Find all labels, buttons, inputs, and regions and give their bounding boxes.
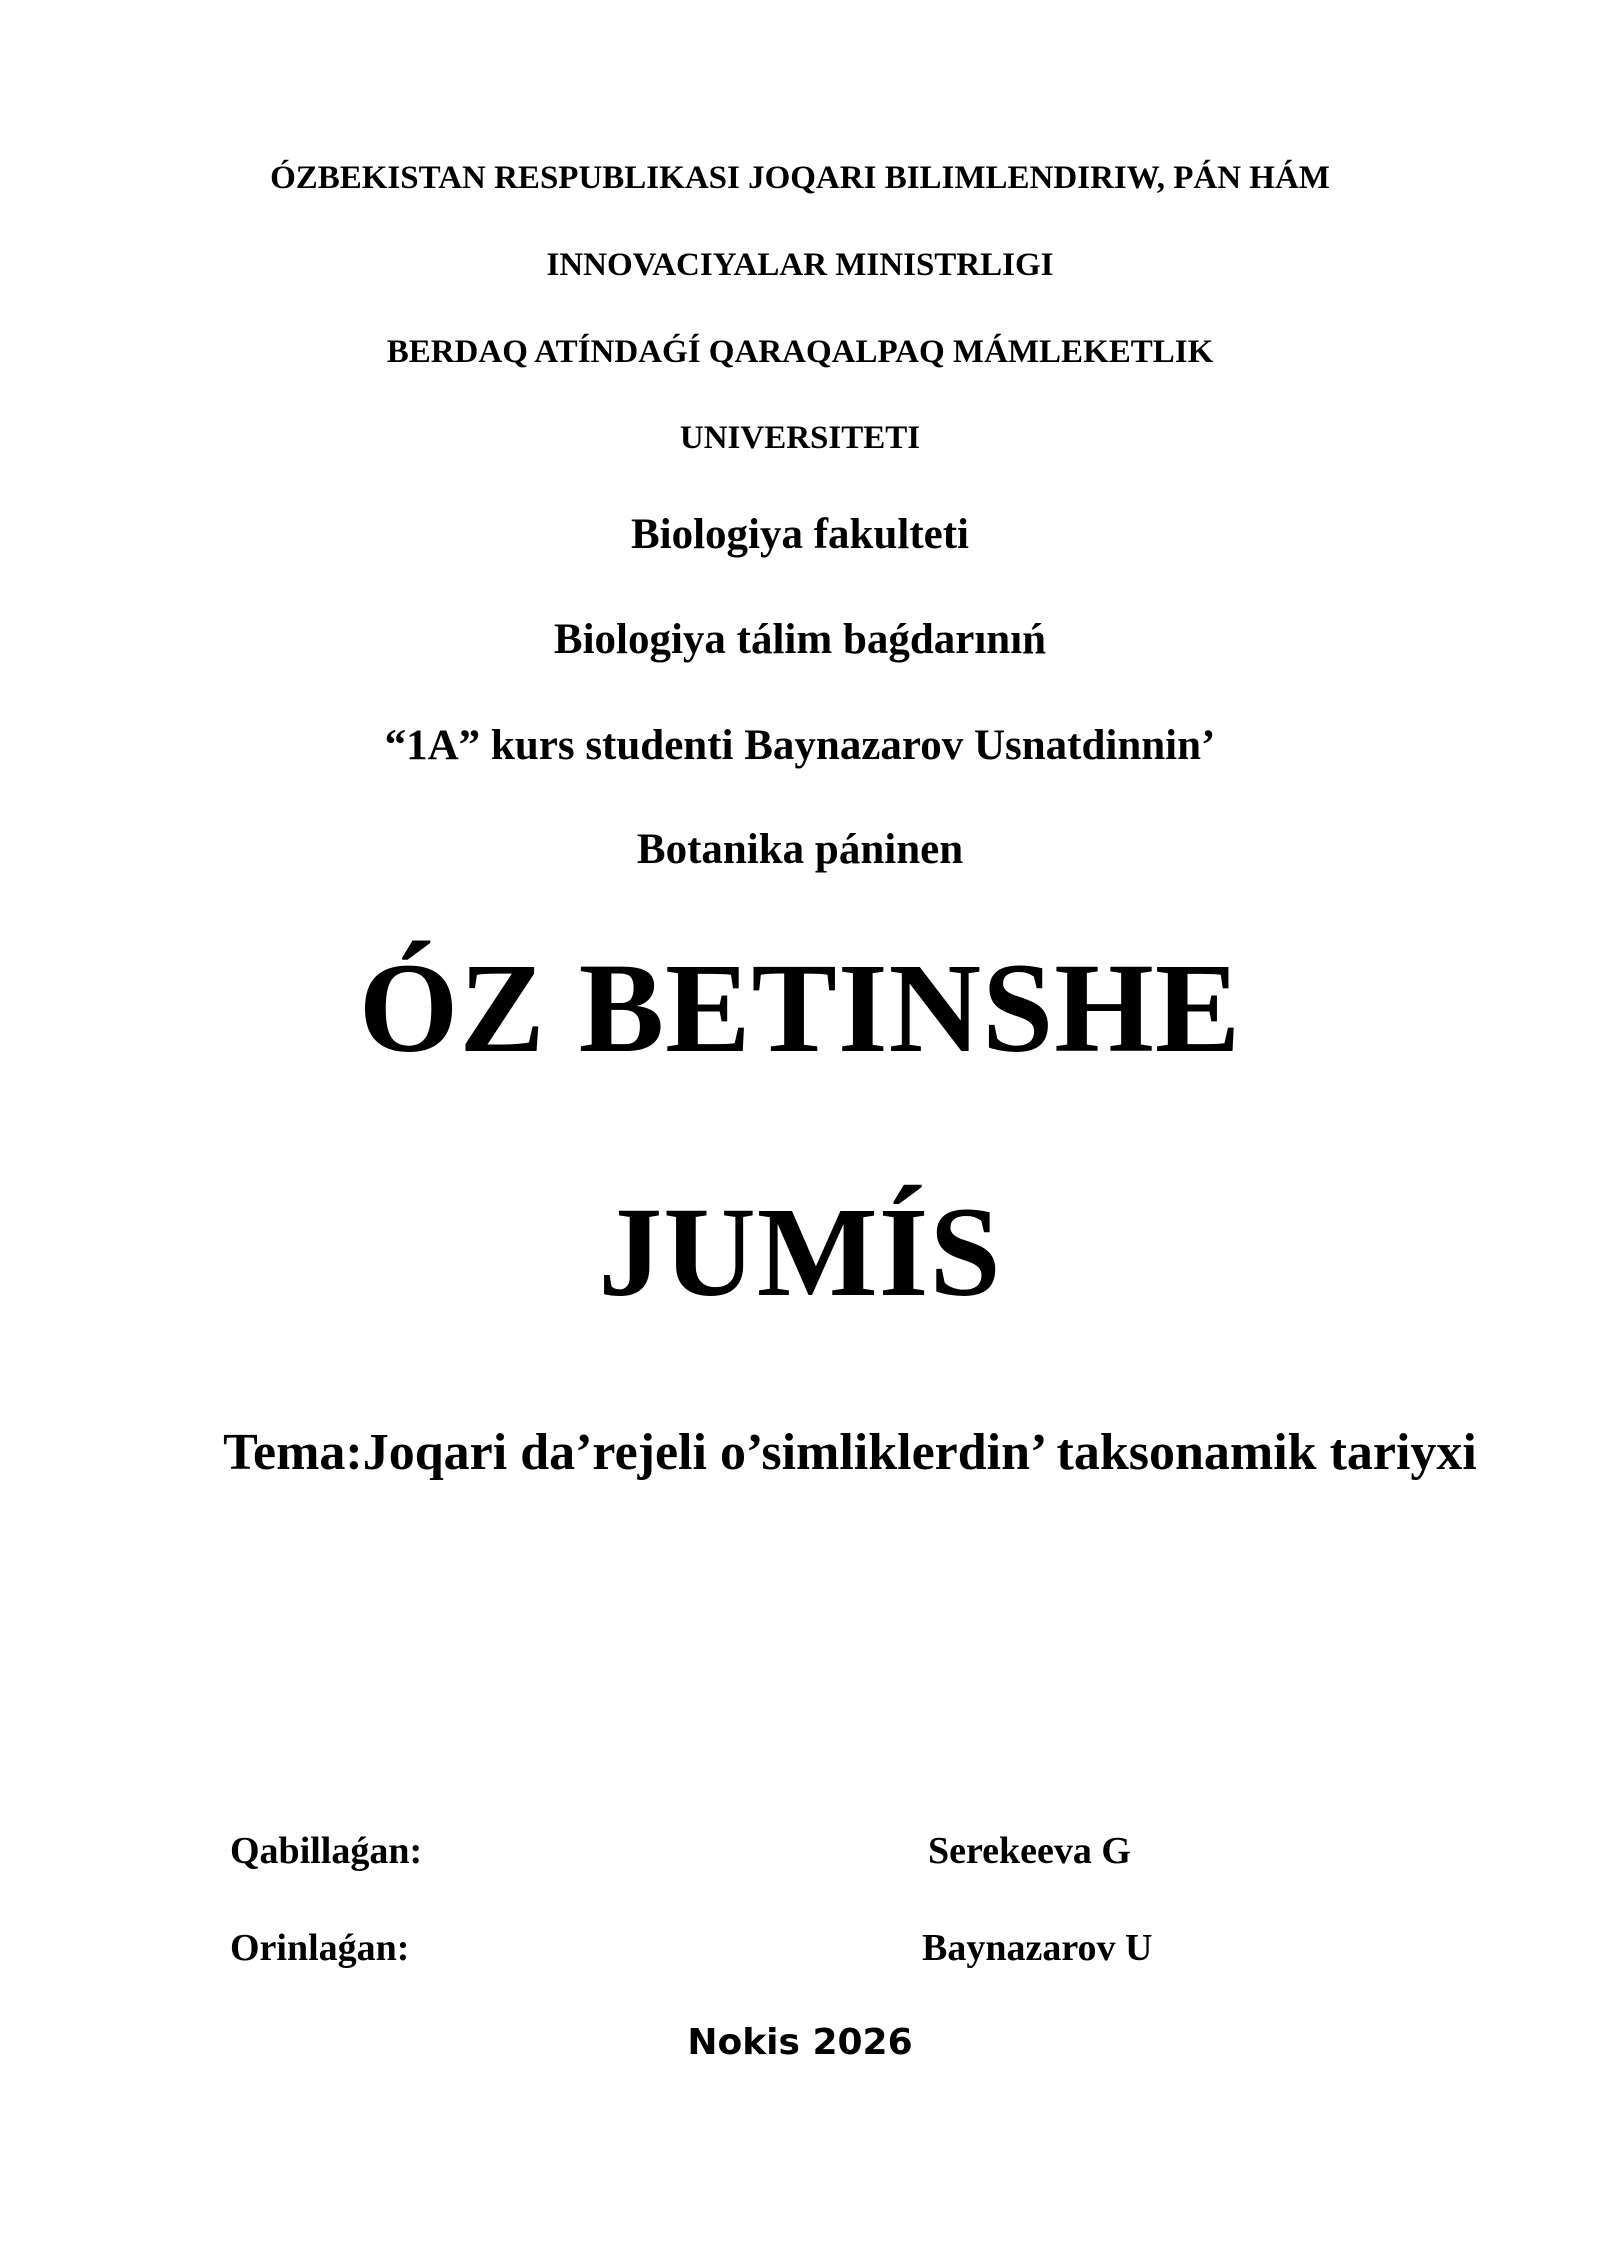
place-year: Nokis 2026 — [687, 2022, 913, 2063]
accepted-name: Serekeeva G — [928, 1830, 1131, 1872]
student-line: “1A” kurs studenti Baynazarov Usnatdinnin’ — [384, 722, 1216, 769]
topic-text: Tema:Joqari da’rejeli o’simliklerdin’ taksonamik tariyxi — [223, 1424, 1477, 1481]
ministry-line-2: INNOVACIYALAR MINISTRLIGI — [546, 247, 1054, 283]
ministry-line-1: ÓZBEKISTAN RESPUBLIKASI JOQARI BILIMLENDIRIW, PÁN HÁM — [270, 160, 1330, 196]
document-title-line-1: ÓZ BETINSHE — [358, 937, 1242, 1079]
university-line-1: BERDAQ ATÍNDAǴÍ QARAQALPAQ MÁMLEKETLIK — [386, 334, 1214, 370]
program-name: Biologiya tálim baǵdarınıń — [553, 616, 1047, 663]
performed-label: Orinlaǵan: — [230, 1927, 410, 1969]
subject-line: Botanika páninen — [636, 826, 964, 873]
performed-name: Baynazarov U — [922, 1927, 1153, 1969]
document-title-line-2: JUMÍS — [598, 1181, 1002, 1323]
faculty-name: Biologiya fakulteti — [630, 511, 970, 558]
university-line-2: UNIVERSITETI — [679, 420, 921, 456]
accepted-label: Qabillaǵan: — [230, 1830, 423, 1872]
